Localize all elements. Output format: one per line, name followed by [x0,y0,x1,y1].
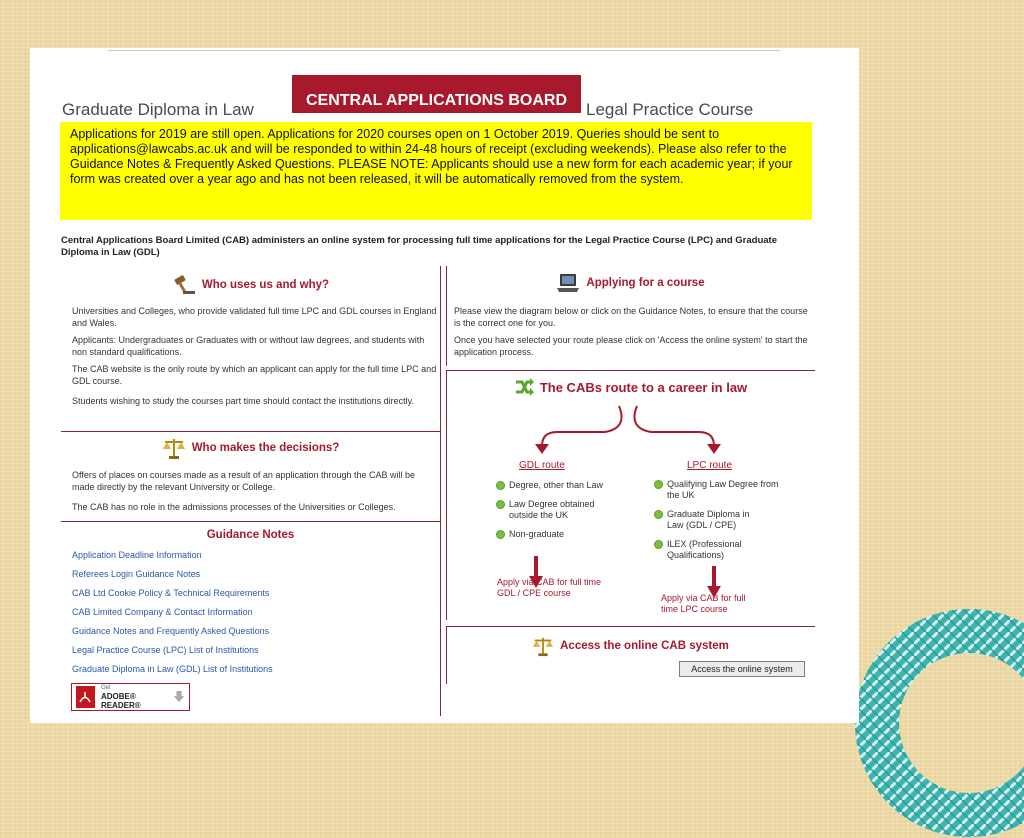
webpage-screenshot [30,48,859,723]
link-cookie-policy[interactable]: CAB Ltd Cookie Policy & Technical Requirements [72,588,270,598]
notice-banner: Applications for 2019 are still open. Applications for 2020 courses open on 1 October 2019. Queries should be sent to applications@lawcabs.ac.uk and will be responded to within 24-48 hours of receipt (excluding weekends). Please also refer to the Guidance Notes & Frequently Asked Questions. PLEASE NOTE: Applicants should use a new form for each academic year; if your form was created over a year ago and has not been released, it will be automatically removed from the system. [60,122,812,220]
shuffle-arrows-icon [514,377,534,397]
tick-icon [496,530,505,539]
decisions-offers: Offers of places on courses made as a result of an application through the CAB will be made directly by the relevant University or College. [72,470,416,492]
scales-icon [532,635,554,657]
access-heading: Access the online CAB system [446,635,815,657]
adobe-reader-icon [76,686,95,708]
lpc-apply-text: Apply via CAB for full time LPC course [661,593,746,614]
header-cab-banner: CENTRAL APPLICATIONS BOARD [292,75,581,113]
who-uses-part-time: Students wishing to study the courses part time should contact the institutions directly. [72,396,415,406]
gdl-item-degree: Degree, other than Law [496,480,616,491]
header-lpc-title: Legal Practice Course [586,100,754,119]
who-uses-heading: Who uses us and why? [61,274,440,296]
scales-icon [162,436,186,460]
route-heading: The CABs route to a career in law [446,377,815,397]
access-online-system-button[interactable]: Access the online system [679,661,805,677]
decorative-ring-graphic [854,608,1024,838]
lpc-item-qualifying-degree: Qualifying Law Degree from the UK [654,479,779,501]
route-section-rule [446,370,815,371]
left-section-rule-2 [61,521,440,522]
tick-icon [654,540,663,549]
intro-text: Central Applications Board Limited (CAB) administers an online system for processing full time applications for the Legal Practice Course (LPC) and Graduate Diploma in Law (GDL) [61,235,777,258]
lpc-item-graduate-diploma: Graduate Diploma in Law (GDL / CPE) [654,509,764,531]
download-arrow-icon [173,689,185,705]
laptop-icon [556,272,580,294]
applying-heading: Applying for a course [446,272,815,294]
applying-view-diagram: Please view the diagram below or click on the Guidance Notes, to ensure that the course is the correct one for you. [454,306,808,328]
guidance-notes-heading: Guidance Notes [206,529,295,541]
who-uses-universities: Universities and Colleges, who provide validated full time LPC and GDL courses in England and Wales. [72,306,437,328]
gdl-item-non-graduate: Non-graduate [496,529,606,540]
lpc-item-ilex: ILEX (Professional Qualifications) [654,539,764,561]
link-gdl-institutions[interactable]: Graduate Diploma in Law (GDL) List of Institutions [72,664,273,674]
gdl-route-link[interactable]: GDL route [519,460,565,471]
who-uses-only-route: The CAB website is the only route by which an applicant can apply for the full time LPC and GDL course. [72,364,437,386]
gdl-apply-text: Apply via CAB for full time GDL / CPE course [497,577,602,598]
link-guidance-faq[interactable]: Guidance Notes and Frequently Asked Questions [72,626,270,636]
get-adobe-reader-button[interactable] [71,683,190,711]
adobe-reader-text: ADOBE® READER® [100,691,141,710]
tick-icon [654,480,663,489]
tick-icon [496,500,505,509]
tick-icon [496,481,505,490]
link-lpc-institutions[interactable]: Legal Practice Course (LPC) List of Institutions [72,645,259,655]
decisions-no-role: The CAB has no role in the admissions processes of the Universities or Colleges. [72,502,396,512]
link-referees-login[interactable]: Referees Login Guidance Notes [72,569,201,579]
gavel-icon [172,274,196,296]
header-gdl-title: Graduate Diploma in Law [62,100,254,119]
link-application-deadline[interactable]: Application Deadline Information [72,550,202,560]
gdl-item-law-degree-overseas: Law Degree obtained outside the UK [496,499,606,521]
who-uses-applicants: Applicants: Undergraduates or Graduates with or without law degrees, and students with non standard qualifications. [72,335,425,357]
adobe-get-text: Get [100,684,111,691]
top-divider [108,50,780,51]
lpc-route-link[interactable]: LPC route [687,460,733,471]
link-company-contact[interactable]: CAB Limited Company & Contact Information [72,607,253,617]
left-column-rule [440,266,441,716]
applying-select-route: Once you have selected your route please click on 'Access the online system' to start the application process. [454,335,808,357]
decisions-heading: Who makes the decisions? [61,436,440,460]
left-section-rule-1 [61,431,440,432]
tick-icon [654,510,663,519]
